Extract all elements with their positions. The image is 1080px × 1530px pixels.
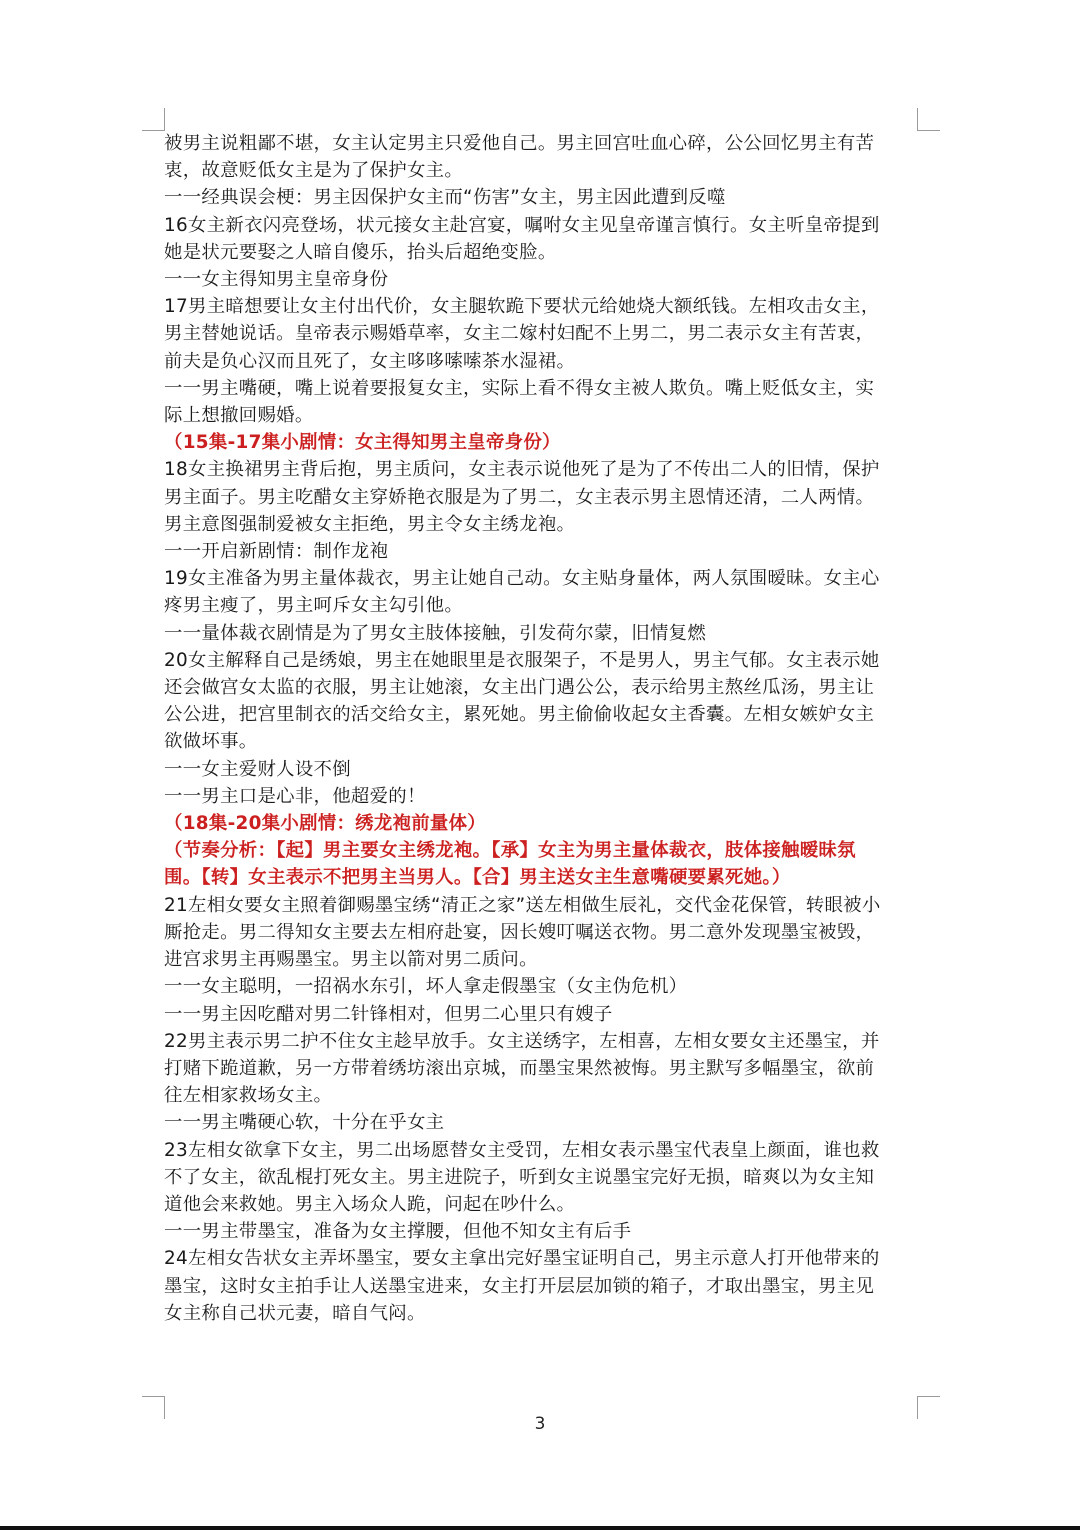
highlight-line: 围。【转】女主表示不把男主当男人。【合】男主送女主生意嘴硬要累死她。） [164,867,791,889]
text-line: 22男主表示男二护不住女主趁早放手。女主送绣字，左相喜，左相女要女主还墨宝，并 [164,1030,880,1052]
text-line: 欲做坏事。 [164,731,258,753]
text-line: 还会做宫女太监的衣服，男主让她滚，女主出门遇公公，表示给男主熬丝瓜汤，男主让 [164,677,875,699]
document-body [164,130,922,1327]
text-line: 一一男主口是心非，他超爱的！ [164,785,426,807]
text-line: 厮抢走。男二得知女主要去左相府赴宴，因长嫂叮嘱送衣物。男二意外发现墨宝被毁， [164,921,875,943]
text-line: 道他会来救她。男主入场众人跪，问起在吵什么。 [164,1193,576,1215]
text-line: 18女主换裙男主背后抱，男主质问，女主表示说他死了是为了不传出二人的旧情，保护 [164,459,880,481]
text-line: 17男主暗想要让女主付出代价，女主腿软跪下要状元给她烧大额纸钱。左相攻击女主， [164,296,880,318]
text-line: 男主替她说话。皇帝表示赐婚草率，女主二嫁村妇配不上男二，男二表示女主有苦衷， [164,323,875,345]
text-line: 一一女主聪明，一招祸水东引，坏人拿走假墨宝（女主伪危机） [164,976,688,998]
text-line: 19女主准备为男主量体裁衣，男主让她自己动。女主贴身量体，两人氛围暧昧。女主心 [164,568,880,590]
text-line: 一一女主爱财人设不倒 [164,758,351,780]
highlight-line: （18集-20集小剧情：绣龙袍前量体） [164,813,486,835]
text-line: 21左相女要女主照着御赐墨宝绣“清正之家”送左相做生辰礼，交代金花保管，转眼被小 [164,894,881,916]
text-line: 一一开启新剧情：制作龙袍 [164,541,389,563]
text-line: 女主称自己状元妻，暗自气闷。 [164,1302,426,1324]
crop-mark-top-right [917,108,940,131]
text-line: 衷，故意贬低女主是为了保护女主。 [164,160,464,182]
text-line: 24左相女告状女主弄坏墨宝，要女主拿出完好墨宝证明自己，男主示意人打开他带来的 [164,1248,880,1270]
text-line: 20女主解释自己是绣娘，男主在她眼里是衣服架子，不是男人，男主气郁。女主表示她 [164,649,880,671]
bottom-edge-bar [0,1526,1080,1530]
text-line: 一一男主嘴硬心软，十分在乎女主 [164,1112,445,1134]
highlight-line: （15集-17集小剧情：女主得知男主皇帝身份） [164,432,561,454]
text-line: 前夫是负心汉而且死了，女主哆哆嗦嗦茶水湿裙。 [164,350,576,372]
text-line: 一一量体裁衣剧情是为了男女主肢体接触，引发荷尔蒙，旧情复燃 [164,622,707,644]
text-line: 进宫求男主再赐墨宝。男主以箭对男二质问。 [164,949,538,971]
crop-mark-top-left [142,108,165,131]
page-number: 3 [534,1414,546,1434]
text-line: 一一男主因吃醋对男二针锋相对，但男二心里只有嫂子 [164,1003,613,1025]
text-line: 一一女主得知男主皇帝身份 [164,269,389,291]
text-line: 男主意图强制爱被女主拒绝，男主令女主绣龙袍。 [164,513,576,535]
text-line: 一一男主嘴硬，嘴上说着要报复女主，实际上看不得女主被人欺负。嘴上贬低女主，实 [164,377,875,399]
text-line: 男主面子。男主吃醋女主穿娇艳衣服是为了男二，女主表示男主恩情还清，二人两情。 [164,486,875,508]
text-line: 16女主新衣闪亮登场，状元接女主赴宫宴，嘱咐女主见皇帝谨言慎行。女主听皇帝提到 [164,214,880,236]
text-line: 往左相家救场女主。 [164,1085,333,1107]
text-line: 不了女主，欲乱棍打死女主。男主进院子，听到女主说墨宝完好无损，暗爽以为女主知 [164,1166,875,1188]
text-line: 被男主说粗鄙不堪，女主认定男主只爱他自己。男主回宫吐血心碎，公公回忆男主有苦 [164,133,875,154]
text-line: 23左相女欲拿下女主，男二出场愿替女主受罚，左相女表示墨宝代表皇上颜面，谁也救 [164,1139,880,1161]
text-line: 打赌下跪道歉，另一方带着绣坊滚出京城，而墨宝果然被悔。男主默写多幅墨宝，欲前 [164,1057,875,1079]
text-line: 际上想撤回赐婚。 [164,405,314,427]
text-line: 一一男主带墨宝，准备为女主撑腰，但他不知女主有后手 [164,1221,632,1243]
text-line: 她是状元要娶之人暗自傻乐，抬头后超绝变脸。 [164,241,557,263]
text-line: 一一经典误会梗：男主因保护女主而“伤害”女主，男主因此遭到反噬 [164,187,726,209]
highlight-line: （节奏分析：【起】男主要女主绣龙袍。【承】女主为男主量体裁衣，肢体接触暧昧氛 [164,840,856,862]
text-line: 疼男主瘦了，男主呵斥女主勾引他。 [164,595,464,617]
text-line: 公公进，把宫里制衣的活交给女主，累死她。男主偷偷收起女主香囊。左相女嫉妒女主 [164,704,875,726]
text-line: 墨宝，这时女主拍手让人送墨宝进来，女主打开层层加锁的箱子，才取出墨宝，男主见 [164,1275,875,1297]
